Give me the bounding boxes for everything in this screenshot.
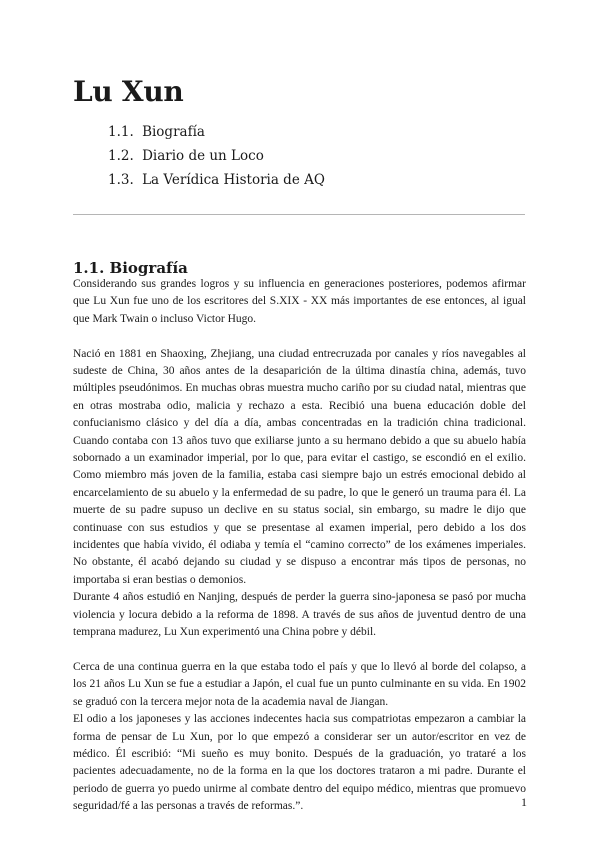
page-number: 1 <box>521 795 527 809</box>
paragraph: Durante 4 años estudió en Nanjing, después de perder la guerra sino-japonesa se pasó por mucha violencia y locura debido a la reforma de 1898. A través de sus años de juventud dentro de una temprana madurez, Lu Xun experimentó una China pobre y débil. <box>73 591 526 639</box>
paragraph: El odio a los japoneses y las acciones indecentes hacia sus compatriotas empezaron a cambiar la forma de pensar de Lu Xun, por lo que empezó a considerar ser un autor/escritor en vez de médico. Él escribió: “Mi sueño es muy bonito. Después de la graduación, yo trataré a los pacientes adecuadamente, no de la forma en la que los doctores trataron a mi padre. Durante el periodo de guerra yo puedo unirme al combate dentro del equipo médico, mientras que promuevo seguridad/fé a las personas a través de reformas.”. <box>73 713 526 813</box>
toc-item-diario-de-un-loco[interactable] <box>108 144 325 168</box>
section-heading: 1.1. Biografía <box>73 259 188 277</box>
page-title: Lu Xun <box>73 75 184 108</box>
toc-item-number: 1.1. <box>108 124 134 140</box>
toc-item-number: 1.3. <box>108 172 134 188</box>
paragraph: Cerca de una continua guerra en la que estaba todo el país y que lo llevó al borde del colapso, a los 21 años Lu Xun se fue a estudiar a Japón, el cual fue un punto culminante en su vida. En 1902 se graduó con la tercera mejor nota de la academia naval de Jiangan. <box>73 660 526 708</box>
toc-item-number: 1.2. <box>108 148 134 164</box>
section-divider <box>73 214 525 215</box>
toc-item-veridica-historia-aq[interactable] <box>108 168 325 192</box>
toc-item-label: La Verídica Historia de AQ <box>142 172 325 188</box>
paragraph: Nació en 1881 en Shaoxing, Zhejiang, una ciudad entrecruzada por canales y ríos navegables al sudeste de China, 30 años antes de la desaparición de la última dinastía china, además, tuvo múltiples pseudónimos. En muchas obras muestra mucho cariño por su ciudad natal, mientras que en otras mostraba odio, malicia y rechazo a esta. Recibió una buena educación doble del confucianismo clásico y del día a día, ambas concentradas en la tradición china tradicional. Cuando contaba con 13 años tuvo que exiliarse junto a su hermano debido a que su abuelo había sobornado a un examinador imperial, por lo que, para evitar el castigo, se escondió en el exilio. Como miembro más joven de la familia, estaba casi siempre bajo un estrés emocional debido al encarcelamiento de su abuelo y la enfermedad de su padre, lo que le generó un trauma para él. La muerte de su padre supuso un declive en su status social, sin embargo, su madre le dijo que continuase con sus estudios y que se presentase al examen imperial, pero debido a los dos incidentes que había vivido, él odiaba y temía el “camino correcto” de los exámenes imperiales. No obstante, él acabó dejando su ciudad y se dispuso a encontrar más tipos de personas, no importaba si eran bestias o demonios. <box>73 347 526 586</box>
section-body <box>73 276 526 816</box>
paragraph: Considerando sus grandes logros y su influencia en generaciones posteriores, podemos afirmar que Lu Xun fue uno de los escritores del S.XIX - XX más importantes de ese entonces, al igual que Mark Twain o incluso Victor Hugo. <box>73 278 526 325</box>
toc-item-biografia[interactable] <box>108 120 325 144</box>
table-of-contents <box>108 120 325 192</box>
toc-item-label: Diario de un Loco <box>142 148 264 164</box>
toc-item-label: Biografía <box>142 124 205 140</box>
